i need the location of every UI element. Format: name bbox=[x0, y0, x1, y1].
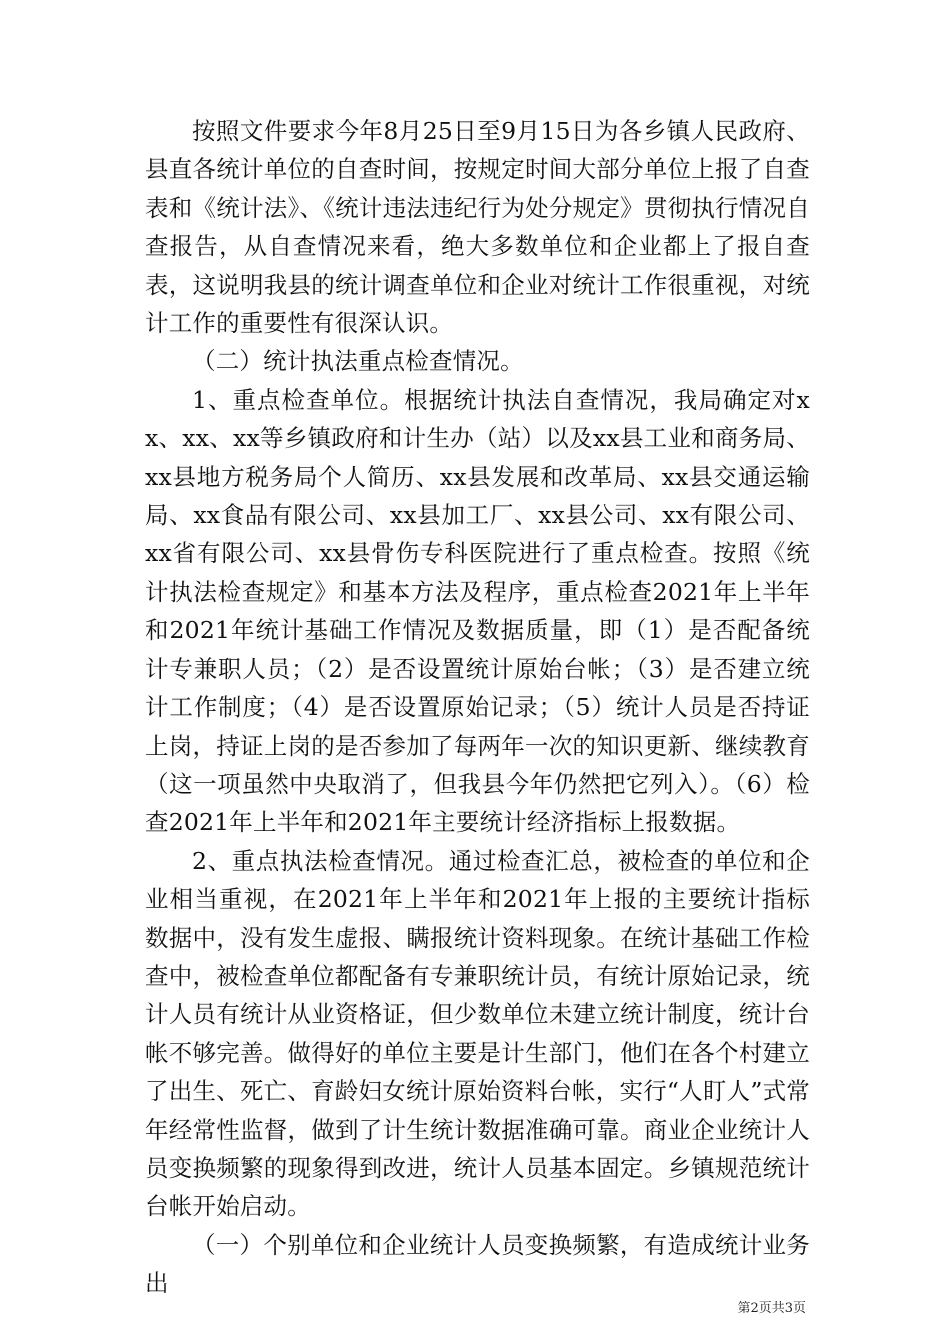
section-heading-key-inspection: （二）统计执法重点检查情况。 bbox=[192, 347, 524, 376]
page-number-footer: 第2页共3页 bbox=[737, 1301, 806, 1316]
body-text bbox=[145, 112, 810, 1303]
paragraph-self-inspection: 按照文件要求今年8月25日至9月15日为各乡镇人民政府、县直各统计单位的自查时间，按规定时间大部分单位上报了自查表和《统计法》、《统计违法违纪行为处分规定》贯彻执行情况自查报告，从自查情况来看，绝大多数单位和企业都上了报自查表，这说明我县的统计调查单位和企业对统计工作很重视，对统计工作的重要性有很深认识。 bbox=[145, 117, 810, 338]
paragraph-inspection-results: 2、重点执法检查情况。通过检查汇总，被检查的单位和企业相当重视，在2021年上半年和2021年上报的主要统计指标数据中，没有发生虚报、瞒报统计资料现象。在统计基础工作检查中，被检查单位都配备有专兼职统计员，有统计原始记录，统计人员有统计从业资格证，但少数单位未建立统计制度，统计台帐不够完善。做得好的单位主要是计生部门，他们在各个村建立了出生、死亡、育龄妇女统计原始资料台帐，实行“人盯人”式常年经常性监督，做到了计生统计数据准确可靠。商业企业统计人员变换频繁的现象得到改进，统计人员基本固定。乡镇规范统计台帐开始启动。 bbox=[145, 846, 810, 1221]
paragraph-issues-start: （一）个别单位和企业统计人员变换频繁，有造成统计业务出 bbox=[145, 1230, 810, 1298]
paragraph-key-units: 1、重点检查单位。根据统计执法自查情况，我局确定对xx、xx、xx等乡镇政府和计生办（站）以及xx县工业和商务局、xx县地方税务局个人简历、xx县发展和改革局、xx县交通运输局、xx食品有限公司、xx县加工厂、xx县公司、xx有限公司、xx省有限公司、xx县骨伤专科医院进行了重点检查。按照《统计执法检查规定》和基本方法及程序，重点检查2021年上半年和2021年统计基础工作情况及数据质量，即（1）是否配备统计专兼职人员；（2）是否设置统计原始台帐；（3）是否建立统计工作制度；（4）是否设置原始记录；（5）统计人员是否持证上岗，持证上岗的是否参加了每两年一次的知识更新、继续教育（这一项虽然中央取消了，但我县今年仍然把它列入）。（6）检查2021年上半年和2021年主要统计经济指标上报数据。 bbox=[145, 385, 810, 837]
